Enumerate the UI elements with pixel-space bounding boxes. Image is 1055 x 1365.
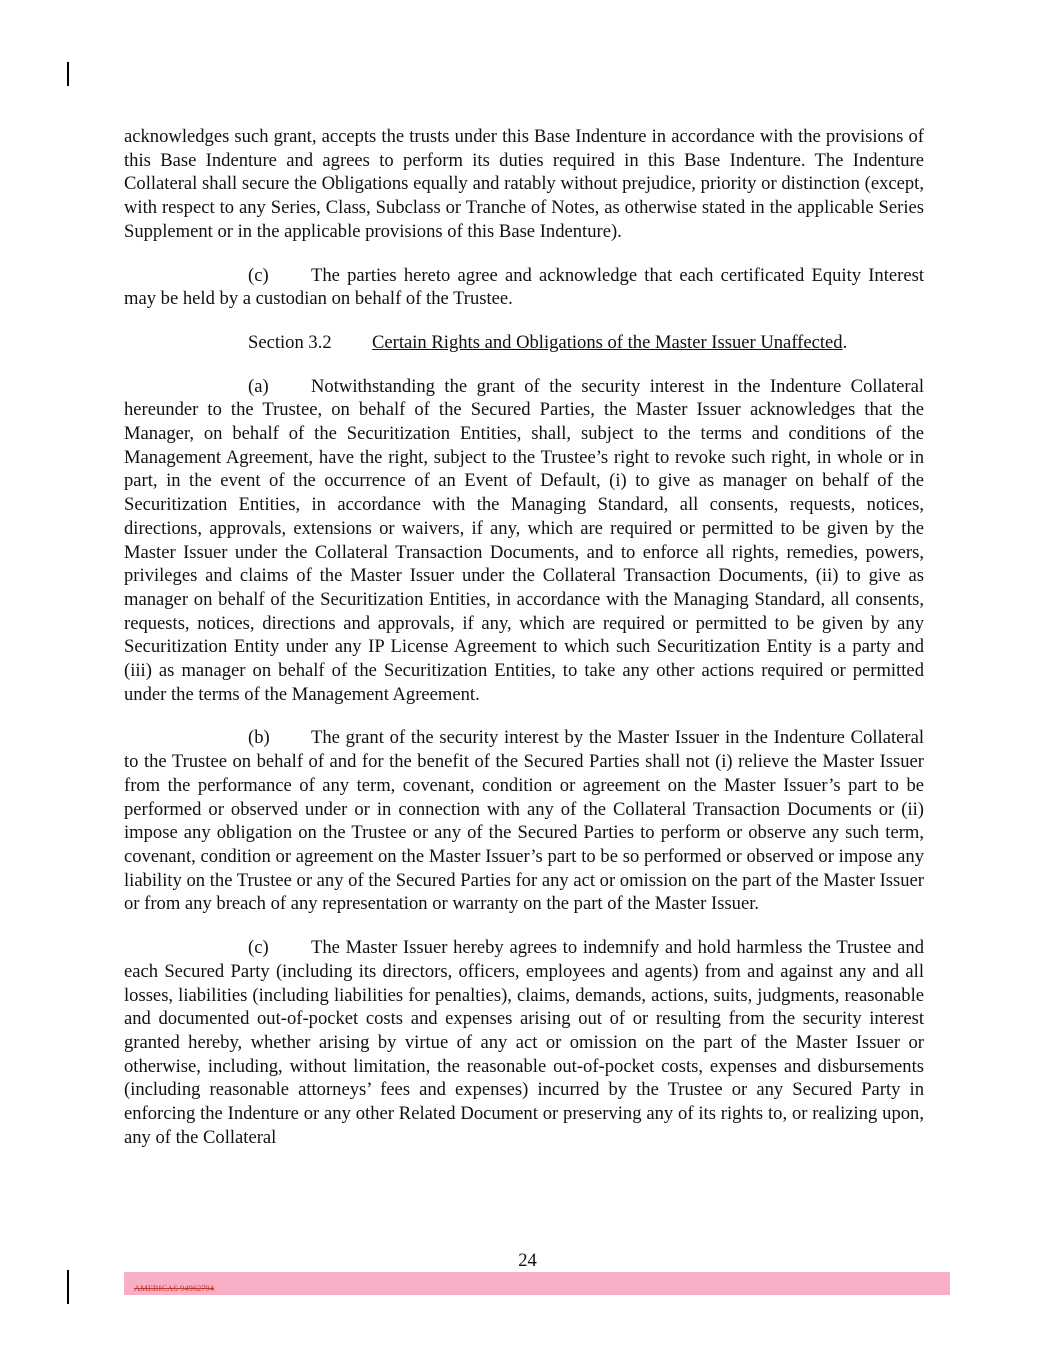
paragraph-a-rights xyxy=(124,375,924,707)
footer-highlight-band xyxy=(124,1272,950,1295)
paragraph-label: (c) xyxy=(248,937,269,959)
document-body xyxy=(124,125,924,1149)
paragraph-b-obligations xyxy=(124,726,924,916)
paragraph-text: The Master Issuer hereby agrees to indemnify and hold harmless the Trustee and each Secured Party (including its directors, officers, employees and agents) from and against any and all losses, liabilities (including liabilities for penalties), claims, demands, actions, suits, judgments, reasonable and documented out-of-pocket costs and expenses arising out of or resulting from the security interest granted hereby, whether arising by virtue of any act or omission on the part of the Master Issuer or otherwise, including, without limitation, the reasonable out-of-pocket costs, expenses and disbursements (including reasonable attorneys’ fees and expenses) incurred by the Trustee or any Secured Party in enforcing the Indenture or any other Related Document or preserving any of its rights to, or realizing upon, any of the Collateral xyxy=(124,937,924,1148)
paragraph-continuation xyxy=(124,125,924,244)
paragraph-c-indemnify xyxy=(124,936,924,1149)
paragraph-text: The parties hereto agree and acknowledge that each certificated Equity Interest may be held by a custodian on behalf of the Trustee. xyxy=(124,264,924,310)
section-title: Certain Rights and Obligations of the Master Issuer Unaffected xyxy=(372,331,843,353)
document-id: AMERICAS 94962794 xyxy=(134,1283,215,1293)
paragraph-c-custodian xyxy=(124,264,924,311)
section-heading xyxy=(124,331,924,355)
paragraph-text: The grant of the security interest by the Master Issuer in the Indenture Collateral to the Trustee on behalf of and for the benefit of the Secured Parties shall not (i) relieve the Master Issuer from the performance of any term, covenant, condition or agreement on the Master Issuer’s part to be performed or observed under or in connection with any of the Collateral Transaction Documents or (ii) impose any obligation on the Trustee or any of the Secured Parties to perform or observe any such term, covenant, condition or agreement on the Master Issuer’s part to be so performed or observed or impose any liability on the Trustee or any of the Secured Parties for any act or omission on the part of the Master Issuer or from any breach of any representation or warranty on the part of the Master Issuer. xyxy=(124,727,924,915)
change-bar-bottom xyxy=(67,1270,69,1304)
change-bar-top xyxy=(67,62,69,86)
section-number: Section 3.2 xyxy=(248,331,332,353)
section-title-period: . xyxy=(842,331,848,353)
paragraph-text: acknowledges such grant, accepts the trusts under this Base Indenture in accordance with the provisions of this Base Indenture and agrees to perform its duties required in this Base Indenture. The Indenture Collateral shall secure the Obligations equally and ratably without prejudice, priority or distinction (except, with respect to any Series, Class, Subclass or Tranche of Notes, as otherwise stated in the applicable Series Supplement or in the applicable provisions of this Base Indenture). xyxy=(124,126,924,242)
paragraph-label: (c) xyxy=(248,264,269,286)
paragraph-label: (b) xyxy=(248,727,270,749)
paragraph-label: (a) xyxy=(248,375,269,397)
paragraph-text: Notwithstanding the grant of the security interest in the Indenture Collateral hereunder to the Trustee, on behalf of the Secured Parties, the Master Issuer acknowledges that the Manager, on behalf of the Securitization Entities, shall, subject to the terms and conditions of the Management Agreement, have the right, subject to the Trustee’s right to revoke such right, in whole or in part, in the event of the occurrence of an Event of Default, (i) to give as manager on behalf of the Securitization Entities, in accordance with the Managing Standard, all consents, requests, notices, directions, approvals, extensions or waivers, if any, which are required or permitted to be given by the Master Issuer under the Collateral Transaction Documents, and to enforce all rights, remedies, powers, privileges and claims of the Master Issuer under the Collateral Transaction Documents, (ii) to give as manager on behalf of the Securitization Entities, in accordance with the Managing Standard, all consents, requests, notices, directions and approvals, if any, which are required or permitted to be given by any Securitization Entity under any IP License Agreement to which such Securitization Entity is a party and (iii) as manager on behalf of the Securitization Entities, to take any other actions required or permitted under the terms of the Management Agreement. xyxy=(124,375,924,705)
page-number: 24 xyxy=(518,1250,537,1271)
